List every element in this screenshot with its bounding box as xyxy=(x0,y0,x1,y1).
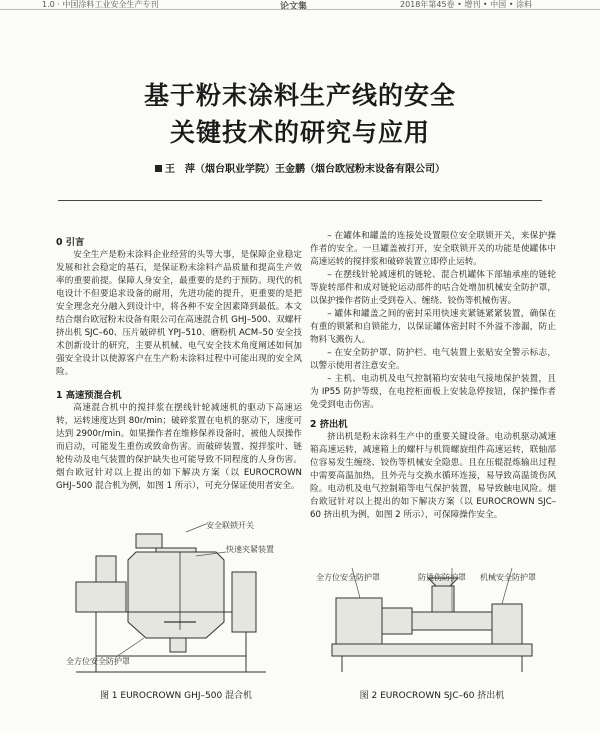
fig1-label-interlock: 安全联锁开关 xyxy=(206,521,254,530)
fig1-label-guard: 全方位安全防护罩 xyxy=(66,657,130,666)
figure-1-mixer-drawing xyxy=(56,512,296,680)
fig2-label-heat-guard: 防烫伤防护罩 xyxy=(418,573,466,582)
paragraph-extruder: 挤出机是粉末涂料生产中的重要关键设备。电动机驱动减速箱高速运转，减速箱上的螺杆与机筒螺旋组件高速运转，联轴部位容易发生缠绕、铰伤等机械安全隐患。且在压辊混炼输出过程中需要高温加热，且外壳与交换水循环连接，易导致高温烫伤风险。电动机及电气控制箱等电气保护装置，易导致触电风险。烟台欧冠针对以上提出的如下解决方案（以 EUROCROWN SJC–60 挤出机为例，如图 2 所示），可保障操作安全。 xyxy=(310,432,556,520)
authors-text: 王 萍（烟台职业学院）王金鹏（烟台欧冠粉末设备有限公司） xyxy=(165,164,445,175)
authors xyxy=(0,160,600,175)
paper-title-line1: 基于粉末涂料生产线的安全 xyxy=(143,81,456,110)
paragraph-mixer: 高速混合机中的搅拌浆在摆线针轮减速机的驱动下高速运转，运转速度达到 80r/min；破碎浆置在电机的驱动下，速度可达到 2900r/min。如果操作者在维修保养设备时，被他人误操作而启动，可能发生重伤或致命伤害。而破碎装置、搅拌浆叶、链轮传动及电气装置的保护缺失也可能导致不同程度的人身伤害。烟台欧冠针对以上提出的如下解决方案（以 EUROCROWN GHJ–500 混合机为例，如图 1 所示），可充分保证使用者安全。 xyxy=(56,403,302,491)
figure-1-caption: 图 1 EUROCROWN GHJ–500 混合机 xyxy=(99,691,253,701)
bullet-square-icon xyxy=(155,165,162,172)
bullet-interlock: – 在罐体和罐盖的连接处设置限位安全联锁开关，来保护操作者的安全。一旦罐盖被打开，安全联锁开关的功能是使罐体中高速运转的搅拌浆和破碎装置立即停止运转。 xyxy=(310,231,556,267)
section-heading-intro: 0 引言 xyxy=(56,237,85,248)
bullet-sign: – 在安全防护罩、防护栏、电气装置上张贴安全警示标志，以警示使用者注意安全。 xyxy=(310,348,556,371)
header-left: 1.0 · 中国涂料工业安全生产专刊 xyxy=(42,0,159,9)
bullet-guard: – 在摆线针轮减速机的链轮、混合机罐体下部轴承座的链轮等旋转部件和成对链轮运动部件的咕合处增加机械安全防护罩，以保护操作者防止受到卷入、缠绕、铰伤等机械伤害。 xyxy=(310,270,556,306)
running-header xyxy=(0,0,600,10)
figure-2-caption: 图 2 EUROCROWN SJC–60 挤出机 xyxy=(359,691,505,701)
divider xyxy=(58,200,542,201)
bullet-clamp: – 罐体和罐盖之间的密封采用快速夹紧链紧紧装置，确保在有重的锁紧和自锁能力，以保证罐体密封时不外溢不渗漏，防止物料飞溅伤人。 xyxy=(310,309,556,345)
fig2-label-mech-guard: 机械安全防护罩 xyxy=(480,573,536,582)
bullet-ground: – 主机、电动机及电气控制箱均安装电气接地保护装置，且为 IP55 防护等级，在电控柜面板上安装急停按钮，保护操作者免受到电击伤害。 xyxy=(310,374,556,410)
paragraph-intro: 安全生产是粉末涂料企业经营的头等大事，是保障企业稳定发展和社会稳定的基石，是保证粉末涂料产品质量和提高生产效率的重要前提。保障人身安全，最重要的是约于预防。现代的机电设计不但要追求设备的耐用，先进功能的提升，更重要的是把安全理念充分融入到设计中，将各种不安全因素降到最低。本文结合烟台欧冠粉末设备有限公司在高速混合机 GHJ–500、双螺杆挤出机 SJC–60、压片破碎机 YPJ–510、磨粉机 ACM–50 安全技术创新设计的研究，主要从机械、电气安全技术角度阐述如何加强安全设计以使源客户在生产粉末涂料过程中可能出现的安全风险。 xyxy=(56,250,302,377)
paper-title-line2: 关键技术的研究与应用 xyxy=(169,118,430,147)
header-section: 论文集 xyxy=(280,2,308,12)
section-heading-extruder: 2 挤出机 xyxy=(310,419,348,430)
fig2-label-guard: 全方位安全防护罩 xyxy=(316,573,380,582)
section-heading-mixer: 1 高速预混合机 xyxy=(56,390,122,401)
fig1-label-clamp: 快速夹紧装置 xyxy=(226,545,274,554)
header-right: 2018年第45卷 • 增刊 • 中国 • 涂料 xyxy=(400,0,532,9)
left-column xyxy=(56,236,302,493)
right-column xyxy=(310,230,556,522)
